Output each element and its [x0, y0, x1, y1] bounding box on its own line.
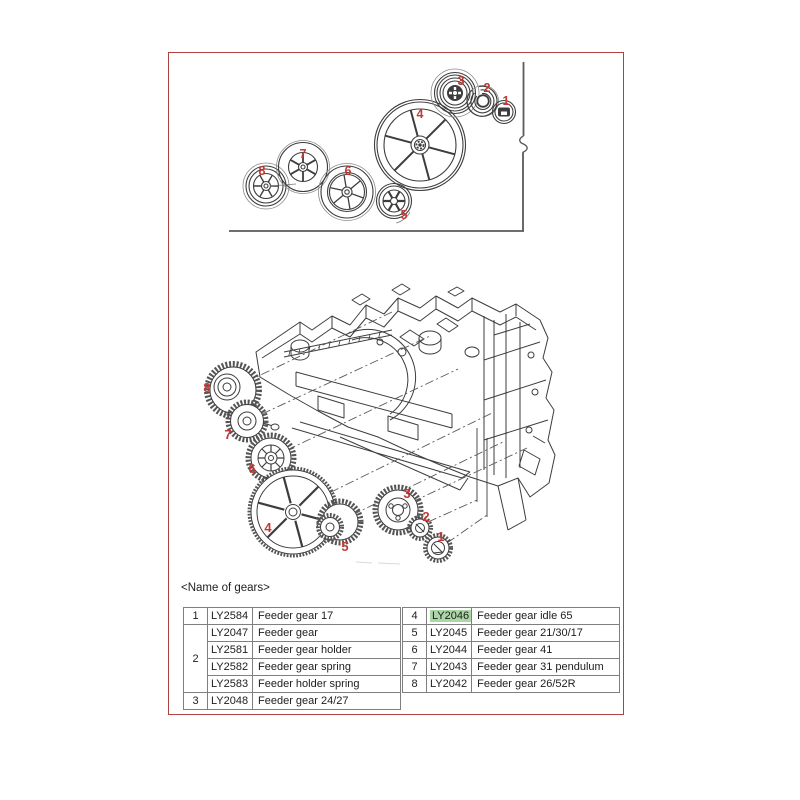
table-cell: LY2581 — [208, 642, 253, 659]
table-row — [403, 642, 620, 659]
table-cell: LY2047 — [208, 625, 253, 642]
table-cell: Feeder holder spring — [253, 676, 401, 693]
table-row — [184, 625, 401, 642]
gear-number-label: 5 — [341, 539, 349, 554]
gear-3-face — [431, 69, 479, 117]
gear-train-face-view — [243, 69, 516, 223]
table-cell: Feeder gear 24/27 — [253, 693, 401, 710]
gear-number-label: 2 — [422, 509, 430, 524]
highlighted-part-number: LY2046 — [432, 610, 470, 622]
table-cell: 8 — [403, 676, 427, 693]
table-row — [184, 676, 401, 693]
table-row — [184, 642, 401, 659]
gear-number-label: 6 — [248, 461, 256, 476]
table-row — [184, 693, 401, 710]
table-cell: LY2044 — [427, 642, 472, 659]
table-cell: Feeder gear idle 65 — [472, 608, 620, 625]
table-cell: Feeder gear holder — [253, 642, 401, 659]
top-diagram-frame — [229, 62, 527, 231]
gear-table-left — [183, 607, 401, 710]
table-cell: 6 — [403, 642, 427, 659]
table-row — [184, 659, 401, 676]
table-cell: LY2048 — [208, 693, 253, 710]
gear-number-label: 5 — [400, 208, 408, 222]
table-cell: LY2583 — [208, 676, 253, 693]
table-cell: Feeder gear 41 — [472, 642, 620, 659]
gear-number-label: 3 — [457, 74, 465, 88]
gear-number-label: 2 — [483, 81, 491, 95]
table-cell: LY2042 — [427, 676, 472, 693]
gear-number-label: 7 — [299, 147, 307, 161]
table-cell: Feeder gear 26/52R — [472, 676, 620, 693]
gear-number-label: 4 — [264, 520, 272, 535]
table-row — [403, 625, 620, 642]
gear-number-label: 1 — [437, 529, 445, 544]
gear-number-label: 8 — [258, 164, 266, 178]
table-row — [403, 676, 620, 693]
table-cell: LY2584 — [208, 608, 253, 625]
table-cell: 7 — [403, 659, 427, 676]
table-row — [403, 659, 620, 676]
table-row — [184, 608, 401, 625]
gear-number-label: 1 — [502, 94, 510, 108]
table-cell: Feeder gear 21/30/17 — [472, 625, 620, 642]
table-cell: Feeder gear 31 pendulum — [472, 659, 620, 676]
table-cell: LY2045 — [427, 625, 472, 642]
gear-number-label: 7 — [224, 427, 232, 442]
gear-number-label: 8 — [203, 380, 211, 395]
gear-table-right — [402, 607, 620, 693]
gear-number-label: 3 — [403, 486, 411, 501]
gear-number-label: 4 — [416, 107, 424, 121]
table-cell: Feeder gear spring — [253, 659, 401, 676]
table-cell: 1 — [184, 608, 208, 625]
table-cell: Feeder gear — [253, 625, 401, 642]
table-cell: 4 — [403, 608, 427, 625]
table-cell: 3 — [184, 693, 208, 710]
table-cell: LY2582 — [208, 659, 253, 676]
table-cell — [427, 608, 472, 625]
table-title: <Name of gears> — [181, 582, 270, 594]
table-cell: LY2043 — [427, 659, 472, 676]
table-cell: 2 — [184, 625, 208, 693]
table-cell: 5 — [403, 625, 427, 642]
gear-number-label: 6 — [344, 164, 352, 178]
table-row — [403, 608, 620, 625]
table-cell: Feeder gear 17 — [253, 608, 401, 625]
